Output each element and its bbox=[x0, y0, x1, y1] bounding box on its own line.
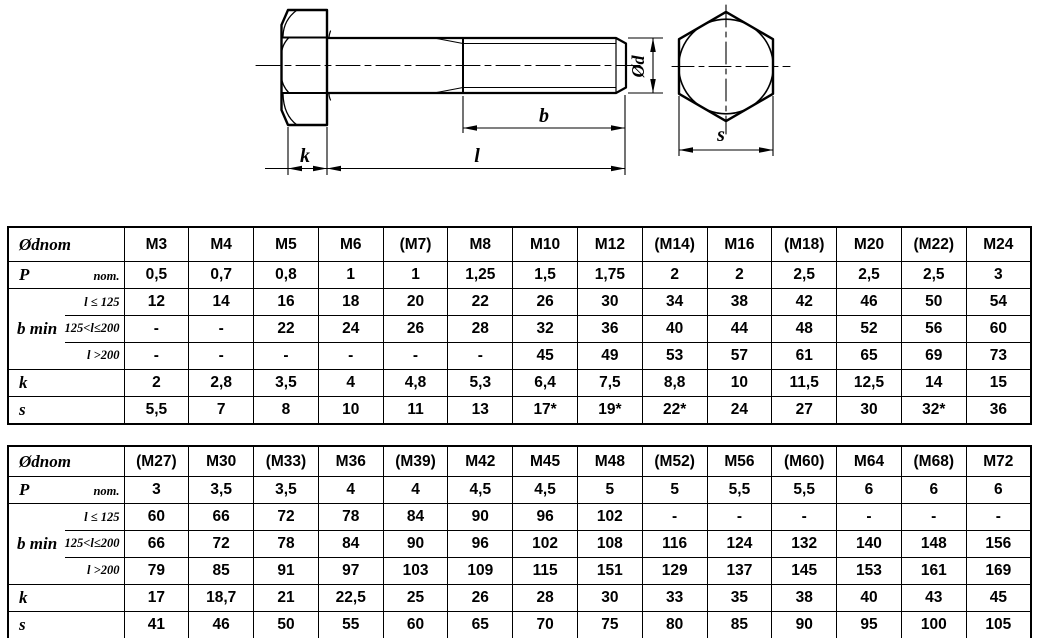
table-cell: 22 bbox=[254, 316, 319, 343]
table-cell: 148 bbox=[901, 531, 966, 558]
table-cell: 30 bbox=[577, 289, 642, 316]
table-cell: 57 bbox=[707, 343, 772, 370]
column-header: M48 bbox=[577, 446, 642, 477]
table-cell: - bbox=[124, 316, 189, 343]
table-cell: - bbox=[707, 504, 772, 531]
table-cell: 73 bbox=[966, 343, 1031, 370]
table-cell: - bbox=[901, 504, 966, 531]
table-cell: 1 bbox=[318, 262, 383, 289]
table-cell: 145 bbox=[772, 558, 837, 585]
table-cell: 44 bbox=[707, 316, 772, 343]
table-cell: 2 bbox=[124, 370, 189, 397]
table-cell: 65 bbox=[448, 612, 513, 638]
row-sublabel-l-gt-200: l >200 bbox=[87, 562, 120, 577]
row-label-s: s bbox=[8, 612, 124, 638]
table-cell: - bbox=[254, 343, 319, 370]
table-cell: 8,8 bbox=[642, 370, 707, 397]
table-cell: 24 bbox=[707, 397, 772, 425]
column-header: M6 bbox=[318, 227, 383, 262]
pitch-label-cell bbox=[8, 477, 124, 504]
table-cell: - bbox=[642, 504, 707, 531]
table-cell: 22 bbox=[448, 289, 513, 316]
table-cell: 46 bbox=[189, 612, 254, 638]
column-header: M5 bbox=[254, 227, 319, 262]
table-cell: 60 bbox=[383, 612, 448, 638]
table-cell: 22* bbox=[642, 397, 707, 425]
column-header: M8 bbox=[448, 227, 513, 262]
table-cell: 28 bbox=[448, 316, 513, 343]
column-header: M20 bbox=[837, 227, 902, 262]
table-cell: 3,5 bbox=[254, 370, 319, 397]
table-row-k bbox=[8, 370, 1031, 397]
table-cell: 1,75 bbox=[577, 262, 642, 289]
table-cell: 95 bbox=[837, 612, 902, 638]
table-cell: 2,5 bbox=[772, 262, 837, 289]
table-cell: 14 bbox=[901, 370, 966, 397]
table-cell: 140 bbox=[837, 531, 902, 558]
table-cell: 109 bbox=[448, 558, 513, 585]
table-cell: 28 bbox=[513, 585, 578, 612]
table-cell: 103 bbox=[383, 558, 448, 585]
table-cell: 102 bbox=[513, 531, 578, 558]
table-cell: 20 bbox=[383, 289, 448, 316]
table-row-b1 bbox=[8, 289, 1031, 316]
table-cell: 11 bbox=[383, 397, 448, 425]
table-cell: 156 bbox=[966, 531, 1031, 558]
table-cell: 48 bbox=[772, 316, 837, 343]
table-cell: 46 bbox=[837, 289, 902, 316]
table-cell: 115 bbox=[513, 558, 578, 585]
table-cell: 36 bbox=[577, 316, 642, 343]
bolt-technical-drawing bbox=[0, 0, 1039, 215]
table-cell: 0,7 bbox=[189, 262, 254, 289]
column-header: (M60) bbox=[772, 446, 837, 477]
table-cell: 27 bbox=[772, 397, 837, 425]
table-cell: 1,5 bbox=[513, 262, 578, 289]
table-header-row bbox=[8, 227, 1031, 262]
table-cell: 116 bbox=[642, 531, 707, 558]
table-cell: 56 bbox=[901, 316, 966, 343]
table-cell: - bbox=[448, 343, 513, 370]
table-cell: 4 bbox=[318, 477, 383, 504]
table-cell: 161 bbox=[901, 558, 966, 585]
table-cell: 96 bbox=[448, 531, 513, 558]
table-cell: 132 bbox=[772, 531, 837, 558]
table-cell: 12 bbox=[124, 289, 189, 316]
dim-label-l: l bbox=[474, 145, 480, 167]
table-cell: 169 bbox=[966, 558, 1031, 585]
row-sublabel-l-le-125: l ≤ 125 bbox=[65, 290, 124, 316]
table-cell: 18,7 bbox=[189, 585, 254, 612]
table-cell: 5,5 bbox=[772, 477, 837, 504]
table-cell: 19* bbox=[577, 397, 642, 425]
column-header: M10 bbox=[513, 227, 578, 262]
table-cell: 45 bbox=[966, 585, 1031, 612]
table-cell: 96 bbox=[513, 504, 578, 531]
table-cell: - bbox=[772, 504, 837, 531]
table-cell: 137 bbox=[707, 558, 772, 585]
table-cell: 78 bbox=[254, 531, 319, 558]
column-header: M4 bbox=[189, 227, 254, 262]
dim-label-b: b bbox=[539, 105, 549, 127]
table-cell: 4 bbox=[318, 370, 383, 397]
column-header: (M18) bbox=[772, 227, 837, 262]
table-cell: 65 bbox=[837, 343, 902, 370]
row-label-s: s bbox=[8, 397, 124, 425]
table-cell: 25 bbox=[383, 585, 448, 612]
table-cell: 4,5 bbox=[448, 477, 513, 504]
table-row-b2 bbox=[8, 531, 1031, 558]
table-cell: 32 bbox=[513, 316, 578, 343]
table-cell: 2,8 bbox=[189, 370, 254, 397]
table-cell: 22,5 bbox=[318, 585, 383, 612]
column-header: M16 bbox=[707, 227, 772, 262]
table-row-b3 bbox=[8, 343, 1031, 370]
table-cell: 5,5 bbox=[124, 397, 189, 425]
table-cell: 6 bbox=[966, 477, 1031, 504]
table-cell: 105 bbox=[966, 612, 1031, 638]
table-cell: 30 bbox=[577, 585, 642, 612]
table-cell: 2 bbox=[642, 262, 707, 289]
table-cell: 24 bbox=[318, 316, 383, 343]
row-label-p: P bbox=[19, 265, 30, 284]
row-sublabel-l-gt-200: l >200 bbox=[87, 347, 120, 362]
table-cell: 3,5 bbox=[254, 477, 319, 504]
table-cell: 90 bbox=[448, 504, 513, 531]
table-cell: 38 bbox=[707, 289, 772, 316]
table-cell: 90 bbox=[772, 612, 837, 638]
column-header: (M52) bbox=[642, 446, 707, 477]
table-cell: 32* bbox=[901, 397, 966, 425]
column-header: M72 bbox=[966, 446, 1031, 477]
table-cell: 153 bbox=[837, 558, 902, 585]
table-cell: 17* bbox=[513, 397, 578, 425]
table-cell: 70 bbox=[513, 612, 578, 638]
table-cell: 40 bbox=[642, 316, 707, 343]
table-cell: 26 bbox=[513, 289, 578, 316]
diameter-header-cell: Ødnom bbox=[8, 446, 124, 477]
table-cell: 50 bbox=[901, 289, 966, 316]
table-cell: 0,8 bbox=[254, 262, 319, 289]
bolt-end-view bbox=[672, 5, 790, 134]
column-header: M42 bbox=[448, 446, 513, 477]
table-cell: 41 bbox=[124, 612, 189, 638]
table-cell: 6,4 bbox=[513, 370, 578, 397]
table-cell: 26 bbox=[383, 316, 448, 343]
diameter-header-cell: Ødnom bbox=[8, 227, 124, 262]
table-cell: 55 bbox=[318, 612, 383, 638]
table-cell: 43 bbox=[901, 585, 966, 612]
table-row-s bbox=[8, 612, 1031, 638]
table-cell: 7,5 bbox=[577, 370, 642, 397]
table-row-s bbox=[8, 397, 1031, 425]
column-header: M45 bbox=[513, 446, 578, 477]
table-cell: 4 bbox=[383, 477, 448, 504]
bolt-table-m3-m24 bbox=[7, 226, 1032, 425]
table-cell: 7 bbox=[189, 397, 254, 425]
table-cell: 6 bbox=[837, 477, 902, 504]
column-header: M3 bbox=[124, 227, 189, 262]
table-cell: 10 bbox=[318, 397, 383, 425]
table-cell: 2,5 bbox=[901, 262, 966, 289]
table-cell: 72 bbox=[189, 531, 254, 558]
row-sublabel-nom: nom. bbox=[93, 269, 120, 283]
table-cell: 11,5 bbox=[772, 370, 837, 397]
table-row-b2 bbox=[8, 316, 1031, 343]
table-cell: 1,25 bbox=[448, 262, 513, 289]
table-cell: 45 bbox=[513, 343, 578, 370]
table-cell: 84 bbox=[318, 531, 383, 558]
table-cell: 78 bbox=[318, 504, 383, 531]
table-row-pitch bbox=[8, 262, 1031, 289]
table-cell: 69 bbox=[901, 343, 966, 370]
pitch-label-cell bbox=[8, 262, 124, 289]
table-cell: 15 bbox=[966, 370, 1031, 397]
table-cell: 40 bbox=[837, 585, 902, 612]
table-cell: 35 bbox=[707, 585, 772, 612]
table-cell: - bbox=[189, 343, 254, 370]
dim-label-diameter: Ød bbox=[628, 55, 648, 78]
table-cell: 85 bbox=[707, 612, 772, 638]
table-cell: 79 bbox=[124, 558, 189, 585]
row-sublabel-125-l-200: 125<l≤200 bbox=[65, 316, 124, 342]
dim-label-s: s bbox=[717, 124, 725, 146]
column-header: M36 bbox=[318, 446, 383, 477]
table-cell: 2 bbox=[707, 262, 772, 289]
table-row-b1 bbox=[8, 504, 1031, 531]
table-cell: 54 bbox=[966, 289, 1031, 316]
dimension-arrowheads bbox=[288, 38, 773, 171]
table-cell: 38 bbox=[772, 585, 837, 612]
row-label-p: P bbox=[19, 480, 30, 499]
table-cell: 52 bbox=[837, 316, 902, 343]
table-cell: 49 bbox=[577, 343, 642, 370]
column-header: (M22) bbox=[901, 227, 966, 262]
column-header: M30 bbox=[189, 446, 254, 477]
table-cell: 4,5 bbox=[513, 477, 578, 504]
table-cell: 80 bbox=[642, 612, 707, 638]
table-cell: 14 bbox=[189, 289, 254, 316]
b-min-label-cell bbox=[8, 504, 124, 585]
table-cell: 34 bbox=[642, 289, 707, 316]
table-cell: 102 bbox=[577, 504, 642, 531]
table-cell: 3 bbox=[124, 477, 189, 504]
table-cell: 26 bbox=[448, 585, 513, 612]
row-sublabel-125-l-200: 125<l≤200 bbox=[65, 531, 124, 557]
table-cell: 85 bbox=[189, 558, 254, 585]
table-cell: 5,3 bbox=[448, 370, 513, 397]
table-cell: 21 bbox=[254, 585, 319, 612]
table-cell: 18 bbox=[318, 289, 383, 316]
table-cell: 6 bbox=[901, 477, 966, 504]
table-cell: 61 bbox=[772, 343, 837, 370]
table-cell: 84 bbox=[383, 504, 448, 531]
row-label-k: k bbox=[8, 585, 124, 612]
table-cell: 3,5 bbox=[189, 477, 254, 504]
table-cell: - bbox=[189, 316, 254, 343]
table-cell: 17 bbox=[124, 585, 189, 612]
bolt-side-view bbox=[256, 10, 644, 125]
dimension-lines bbox=[265, 38, 773, 175]
column-header: (M27) bbox=[124, 446, 189, 477]
table-row-b3 bbox=[8, 558, 1031, 585]
table-cell: - bbox=[124, 343, 189, 370]
table-cell: 124 bbox=[707, 531, 772, 558]
table-cell: 36 bbox=[966, 397, 1031, 425]
table-cell: 30 bbox=[837, 397, 902, 425]
table-cell: 16 bbox=[254, 289, 319, 316]
column-header: M64 bbox=[837, 446, 902, 477]
table-cell: - bbox=[318, 343, 383, 370]
row-sublabel-l-le-125: l ≤ 125 bbox=[65, 505, 124, 531]
table-cell: 129 bbox=[642, 558, 707, 585]
table-cell: 1 bbox=[383, 262, 448, 289]
b-min-label-cell bbox=[8, 289, 124, 370]
table-cell: 151 bbox=[577, 558, 642, 585]
table-cell: 72 bbox=[254, 504, 319, 531]
column-header: M24 bbox=[966, 227, 1031, 262]
table-cell: - bbox=[966, 504, 1031, 531]
table-cell: 53 bbox=[642, 343, 707, 370]
table-row-pitch bbox=[8, 477, 1031, 504]
table-cell: 4,8 bbox=[383, 370, 448, 397]
table-cell: - bbox=[383, 343, 448, 370]
table-cell: 91 bbox=[254, 558, 319, 585]
table-cell: 0,5 bbox=[124, 262, 189, 289]
table-cell: 60 bbox=[966, 316, 1031, 343]
table-header-row bbox=[8, 446, 1031, 477]
table-cell: 8 bbox=[254, 397, 319, 425]
row-label-b-min: b min bbox=[17, 319, 58, 338]
row-label-k: k bbox=[8, 370, 124, 397]
table-cell: 66 bbox=[189, 504, 254, 531]
column-header: M12 bbox=[577, 227, 642, 262]
table-cell: 10 bbox=[707, 370, 772, 397]
table-cell: 75 bbox=[577, 612, 642, 638]
dim-label-k: k bbox=[300, 145, 310, 167]
table-cell: 12,5 bbox=[837, 370, 902, 397]
table-cell: 97 bbox=[318, 558, 383, 585]
table-cell: 33 bbox=[642, 585, 707, 612]
table-cell: 5,5 bbox=[707, 477, 772, 504]
table-cell: 13 bbox=[448, 397, 513, 425]
column-header: M56 bbox=[707, 446, 772, 477]
row-label-b-min: b min bbox=[17, 534, 58, 553]
table-cell: 60 bbox=[124, 504, 189, 531]
table-cell: 42 bbox=[772, 289, 837, 316]
table-cell: 90 bbox=[383, 531, 448, 558]
table-cell: 108 bbox=[577, 531, 642, 558]
table-row-k bbox=[8, 585, 1031, 612]
table-cell: 66 bbox=[124, 531, 189, 558]
column-header: (M7) bbox=[383, 227, 448, 262]
bolt-table-m27-m72 bbox=[7, 445, 1032, 638]
table-cell: - bbox=[837, 504, 902, 531]
table-cell: 2,5 bbox=[837, 262, 902, 289]
table-cell: 100 bbox=[901, 612, 966, 638]
row-sublabel-nom: nom. bbox=[93, 484, 120, 498]
column-header: (M14) bbox=[642, 227, 707, 262]
column-header: (M39) bbox=[383, 446, 448, 477]
table-cell: 50 bbox=[254, 612, 319, 638]
column-header: (M68) bbox=[901, 446, 966, 477]
table-cell: 5 bbox=[642, 477, 707, 504]
table-cell: 5 bbox=[577, 477, 642, 504]
table-cell: 3 bbox=[966, 262, 1031, 289]
column-header: (M33) bbox=[254, 446, 319, 477]
